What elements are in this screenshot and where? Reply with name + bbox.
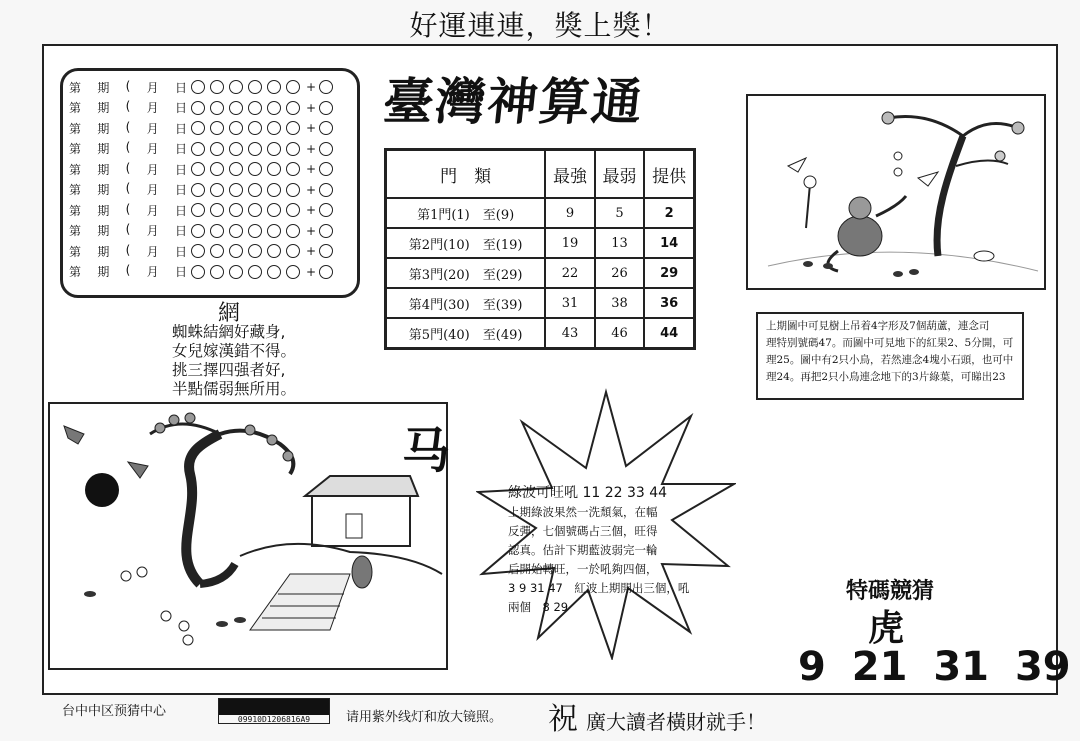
cell-strong: 22 [545, 258, 595, 288]
number-ball [191, 142, 205, 156]
col-header-weak: 最弱 [595, 150, 645, 199]
period-row [69, 139, 351, 160]
period-label [69, 222, 191, 239]
note-line: 上期圖中可見樹上吊着4字形及7個葫蘆，連念司 [766, 320, 990, 332]
number-ball [248, 183, 262, 197]
footer-wish-char: 祝 [548, 702, 578, 737]
period-label-part: 期 [97, 142, 110, 157]
col-header-strong: 最強 [545, 150, 595, 199]
number-ball [286, 101, 300, 115]
period-label-part: 日 [174, 244, 187, 259]
star-line: 3 9 31 47 紅波上期開出三個，吼 [508, 581, 690, 595]
period-label-part: ( [125, 201, 131, 216]
period-label-part: 月 [146, 121, 159, 136]
special-ball [319, 101, 333, 115]
special-numbers: 9 21 31 39 [798, 644, 1071, 690]
period-label-part: 日 [174, 142, 187, 157]
number-ball [267, 203, 281, 217]
number-ball [267, 142, 281, 156]
table-row [386, 258, 695, 288]
period-label-part: 第 [69, 121, 82, 136]
cell-weak: 38 [595, 288, 645, 318]
period-label-part: 日 [174, 121, 187, 136]
period-label [69, 263, 191, 280]
period-label-part: 日 [174, 80, 187, 95]
cell-group: 第2門(10) 至(19) [386, 228, 546, 258]
period-label-part: 月 [146, 183, 159, 198]
col-header-provide: 提供 [644, 150, 694, 199]
period-row [69, 77, 351, 98]
special-ball [319, 203, 333, 217]
period-label-part: 第 [69, 142, 82, 157]
period-label-part: 月 [146, 244, 159, 259]
table-row [386, 318, 695, 349]
cell-group: 第4門(30) 至(39) [386, 288, 546, 318]
number-ball [229, 80, 243, 94]
period-label [69, 202, 191, 219]
plus-sign: + [306, 121, 317, 136]
period-label-part: ( [125, 78, 131, 93]
monkey-tree-drawing [748, 96, 1044, 288]
cell-weak: 5 [595, 198, 645, 228]
number-ball [229, 101, 243, 115]
period-label-part: ( [125, 242, 131, 257]
period-label-part: 月 [146, 80, 159, 95]
groups-table [384, 148, 696, 350]
period-label [69, 79, 191, 96]
number-ball [191, 183, 205, 197]
cell-strong: 19 [545, 228, 595, 258]
period-label [69, 181, 191, 198]
period-row [69, 200, 351, 221]
period-label [69, 161, 191, 178]
number-ball [210, 244, 224, 258]
period-label-part: 月 [146, 101, 159, 116]
cell-group: 第3門(20) 至(29) [386, 258, 546, 288]
period-label-part: 第 [69, 265, 82, 280]
special-ball [319, 224, 333, 238]
period-label-part: 日 [174, 162, 187, 177]
number-ball [248, 244, 262, 258]
number-ball [210, 224, 224, 238]
number-ball [191, 162, 205, 176]
number-ball [210, 142, 224, 156]
period-row [69, 98, 351, 119]
plus-sign: + [306, 100, 317, 115]
special-label: 特碼競猜 [846, 579, 935, 604]
star-line: 認真。估計下期藍波弱完一輪 [508, 543, 658, 557]
number-ball [210, 183, 224, 197]
period-label-part: 期 [97, 244, 110, 259]
period-label-part: 月 [146, 203, 159, 218]
cell-strong: 43 [545, 318, 595, 349]
cell-provide: 44 [644, 318, 694, 349]
cell-provide: 2 [644, 198, 694, 228]
period-label [69, 99, 191, 116]
star-line: 上期綠波果然一洗頹氣，在幅 [508, 505, 658, 519]
number-ball [286, 265, 300, 279]
number-ball [286, 142, 300, 156]
cell-provide: 36 [644, 288, 694, 318]
table-row [386, 198, 695, 228]
number-ball [267, 244, 281, 258]
period-label-part: 月 [146, 142, 159, 157]
number-ball [267, 101, 281, 115]
number-ball [286, 203, 300, 217]
number-ball [191, 80, 205, 94]
period-label-part: ( [125, 222, 131, 237]
period-label-part: 第 [69, 101, 82, 116]
periods-panel [60, 68, 360, 298]
number-ball [210, 265, 224, 279]
plus-sign: + [306, 203, 317, 218]
number-ball [229, 162, 243, 176]
star-line: 反彈，七個號碼占三個，旺得 [508, 524, 658, 538]
number-ball [248, 203, 262, 217]
number-ball [229, 121, 243, 135]
period-label-part: 期 [97, 183, 110, 198]
period-label-part: 期 [97, 101, 110, 116]
period-label-part: ( [125, 181, 131, 196]
number-ball [210, 121, 224, 135]
note-line: 理特别號碼47。而圖中可見地下的紅果2、5分開，可 [766, 337, 1014, 349]
poem-line: 挑三擇四强者好, [172, 361, 286, 379]
period-label-part: ( [125, 263, 131, 278]
barcode-bar [219, 699, 329, 715]
period-label-part: 日 [174, 224, 187, 239]
period-label-part: ( [125, 99, 131, 114]
period-label [69, 120, 191, 137]
number-ball [191, 203, 205, 217]
number-ball [191, 244, 205, 258]
star-line: 后開始轉旺，一於吼夠四個， [508, 562, 658, 576]
house-tree-drawing [50, 404, 446, 668]
cell-weak: 46 [595, 318, 645, 349]
barcode [218, 698, 330, 724]
cell-weak: 26 [595, 258, 645, 288]
period-label-part: 期 [97, 203, 110, 218]
plus-sign: + [306, 162, 317, 177]
period-label-part: 日 [174, 203, 187, 218]
period-label-part: 日 [174, 183, 187, 198]
poem-line: 女兒嫁漢錯不得。 [172, 342, 297, 360]
header-slogan: 好運連連，獎上獎！ [409, 9, 671, 42]
cell-strong: 9 [545, 198, 595, 228]
number-ball [210, 203, 224, 217]
period-row [69, 262, 351, 283]
barcode-code: 09910D1206816A9 [237, 715, 311, 724]
period-label-part: 期 [97, 265, 110, 280]
number-ball [286, 244, 300, 258]
number-ball [286, 80, 300, 94]
number-ball [248, 162, 262, 176]
number-ball [267, 162, 281, 176]
period-label-part: 第 [69, 203, 82, 218]
plus-sign: + [306, 244, 317, 259]
number-ball [248, 121, 262, 135]
period-label [69, 243, 191, 260]
number-ball [267, 265, 281, 279]
number-ball [267, 183, 281, 197]
footer-wish-text: 廣大讀者橫財就手！ [586, 710, 766, 734]
footer-uv-note: 请用紫外线灯和放大镜照。 [346, 710, 503, 725]
cell-provide: 14 [644, 228, 694, 258]
footer-center: 台中中区预猜中心 [62, 704, 167, 719]
period-row [69, 180, 351, 201]
special-animal: 虎 [868, 608, 905, 649]
period-label-part: 期 [97, 162, 110, 177]
number-ball [229, 224, 243, 238]
plus-sign: + [306, 141, 317, 156]
number-ball [229, 244, 243, 258]
cell-weak: 13 [595, 228, 645, 258]
period-label-part: 月 [146, 265, 159, 280]
period-label-part: 第 [69, 162, 82, 177]
number-ball [286, 183, 300, 197]
number-ball [191, 265, 205, 279]
note-line: 理24。再把2只小鳥連念地下的3片綠葉，可睇出23 [766, 371, 1006, 383]
number-ball [286, 162, 300, 176]
number-ball [210, 80, 224, 94]
page-title: 臺灣神算通 [380, 72, 647, 131]
period-label [69, 140, 191, 157]
cell-group: 第1門(1) 至(9) [386, 198, 546, 228]
number-ball [229, 203, 243, 217]
period-label-part: 第 [69, 80, 82, 95]
number-ball [210, 101, 224, 115]
note-line: 理25。圖中有2只小鳥，若然連念4塊小石頭，也可中 [766, 354, 1014, 366]
period-label-part: ( [125, 119, 131, 134]
plus-sign: + [306, 264, 317, 279]
period-label-part: 第 [69, 183, 82, 198]
house-tree-illustration [48, 402, 451, 670]
net-title: 網 [218, 301, 241, 326]
period-label-part: ( [125, 140, 131, 155]
cell-provide: 29 [644, 258, 694, 288]
special-ball [319, 80, 333, 94]
poem-line: 蜘蛛結網好藏身, [172, 323, 286, 341]
special-ball [319, 244, 333, 258]
period-label-part: 第 [69, 244, 82, 259]
period-label-part: 月 [146, 162, 159, 177]
special-ball [319, 265, 333, 279]
poem-line: 半點儒弱無所用。 [172, 380, 297, 398]
number-ball [248, 142, 262, 156]
table-row [386, 288, 695, 318]
period-label-part: 期 [97, 121, 110, 136]
special-ball [319, 142, 333, 156]
horse-zodiac-char: 马 [402, 423, 451, 479]
period-row [69, 118, 351, 139]
star-commentary [508, 484, 714, 617]
number-ball [248, 80, 262, 94]
number-ball [191, 101, 205, 115]
period-label-part: 期 [97, 224, 110, 239]
last-issue-note [756, 312, 1024, 400]
number-ball [191, 121, 205, 135]
special-ball [319, 162, 333, 176]
monkey-tree-illustration [746, 94, 1046, 290]
col-header-group: 門 類 [386, 150, 546, 199]
period-label-part: ( [125, 160, 131, 175]
plus-sign: + [306, 80, 317, 95]
number-ball [229, 183, 243, 197]
number-ball [229, 142, 243, 156]
period-row [69, 241, 351, 262]
cell-group: 第5門(40) 至(49) [386, 318, 546, 349]
net-poem [172, 323, 372, 399]
period-label-part: 日 [174, 101, 187, 116]
period-label-part: 月 [146, 224, 159, 239]
star-line: 兩個 8 29 [508, 600, 569, 614]
number-ball [210, 162, 224, 176]
number-ball [229, 265, 243, 279]
cell-strong: 31 [545, 288, 595, 318]
number-ball [286, 121, 300, 135]
plus-sign: + [306, 182, 317, 197]
period-label-part: 日 [174, 265, 187, 280]
number-ball [267, 224, 281, 238]
table-row [386, 228, 695, 258]
number-ball [191, 224, 205, 238]
number-ball [248, 101, 262, 115]
period-label-part: 第 [69, 224, 82, 239]
special-ball [319, 121, 333, 135]
special-ball [319, 183, 333, 197]
number-ball [267, 121, 281, 135]
number-ball [286, 224, 300, 238]
period-label-part: 期 [97, 80, 110, 95]
period-row [69, 221, 351, 242]
number-ball [248, 265, 262, 279]
period-row [69, 159, 351, 180]
number-ball [248, 224, 262, 238]
star-head: 綠波可旺吼 11 22 33 44 [508, 485, 668, 501]
plus-sign: + [306, 223, 317, 238]
number-ball [267, 80, 281, 94]
